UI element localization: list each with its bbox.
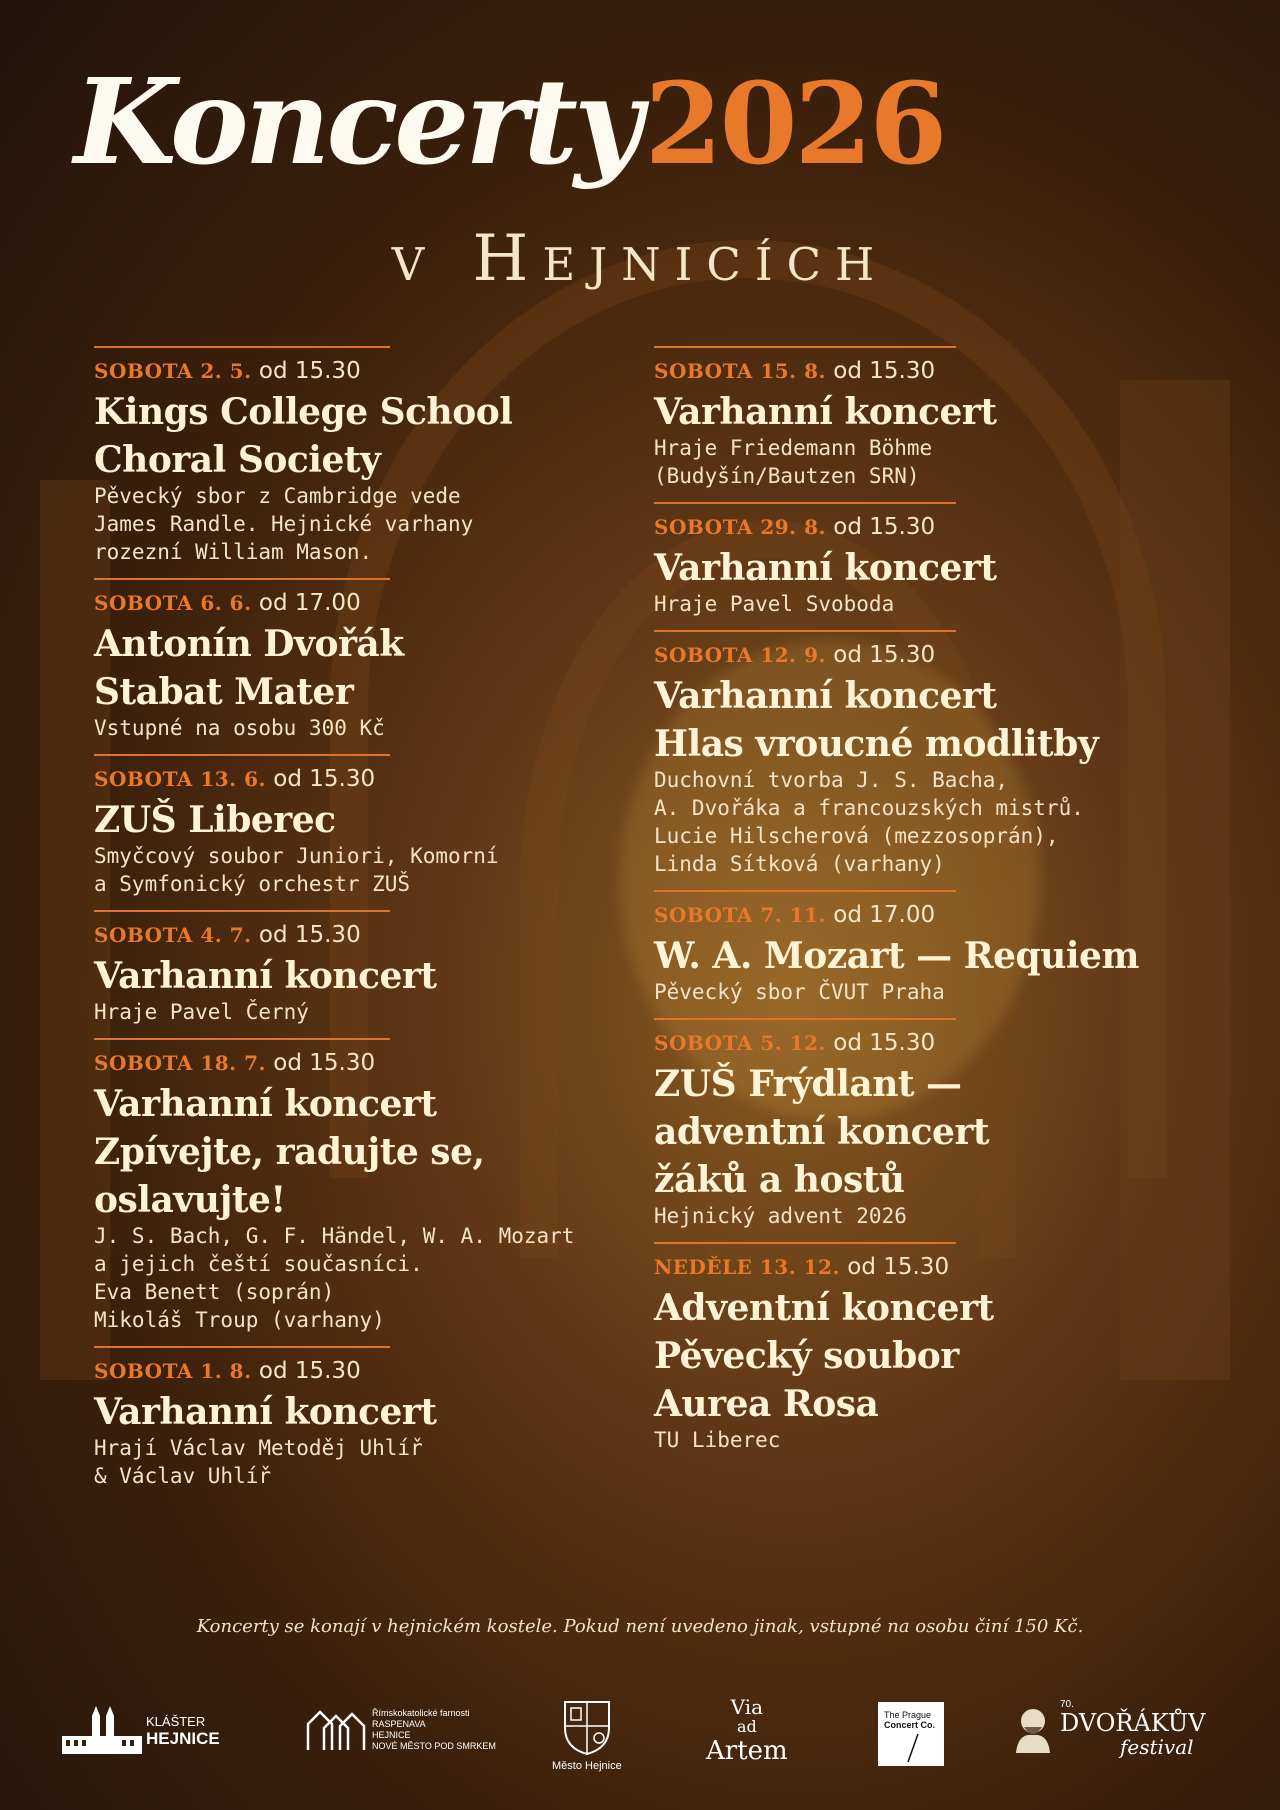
event-item [94,346,513,566]
logo-farnost-text-1: Římskokatolické farnosti [372,1708,470,1718]
event-day: SOBOTA 18. 7. [94,1051,266,1075]
event-description: Pěvecký sbor z Cambridge vede [94,484,461,508]
event-description: Duchovní tvorba J. S. Bacha, [654,768,1009,792]
logo-farnosti [306,1708,496,1752]
logo-dvorak-text-2: festival [1120,1735,1194,1759]
event-title: W. A. Mozart — Requiem [654,935,1140,977]
logo-dvorakuv-festival [1010,1700,1205,1758]
event-description: Hraje Pavel Černý [94,1000,309,1024]
logo-dvorak-number: 70. [1060,1699,1074,1710]
logo-mesto-text: Město Hejnice [552,1760,622,1772]
event-title: Antonín Dvořák [94,623,404,665]
event-date [654,1252,956,1282]
event-date [94,920,390,950]
logo-via-ad-artem [706,1696,788,1766]
event-description: a jejich čeští současníci. [94,1252,423,1276]
event-item [654,630,1099,878]
logo-prague-text-2: Concert Co. [884,1720,936,1730]
event-time: od 15.30 [847,1254,950,1280]
event-day: SOBOTA 7. 11. [654,903,826,927]
logo-via-text-2: ad [736,1717,757,1736]
footer-note: Koncerty se konají v hejnickém kostele. Pokud není uvedeno jinak, vstupné na osobu činí 150 Kč. [196,1616,1084,1637]
event-description: A. Dvořáka a francouzských mistrů. [654,796,1084,820]
partner-logos [0,1690,1280,1790]
event-time: od 15.30 [273,1050,376,1076]
event-title: žáků a hostů [654,1159,905,1201]
baton-icon [878,1702,944,1766]
event-day: SOBOTA 13. 6. [94,767,266,791]
events-column-right [654,346,1214,1466]
event-item [94,910,437,1026]
logo-farnost-text-4: NOVÉ MĚSTO POD SMRKEM [372,1741,496,1751]
event-title: Kings College School [94,391,513,433]
event-title: Varhanní koncert [94,1391,437,1433]
event-title: ZUŠ Liberec [94,799,336,841]
event-date [654,900,956,930]
event-time: od 15.30 [833,514,936,540]
event-item [94,1346,437,1490]
event-description: James Randle. Hejnické varhany [94,512,474,536]
event-title: oslavujte! [94,1179,286,1221]
event-date [94,588,390,618]
event-date [94,356,390,386]
event-day: SOBOTA 12. 9. [654,643,826,667]
logo-klaster-hejnice [62,1706,220,1756]
event-title: Choral Society [94,439,381,481]
event-item [94,1038,575,1334]
event-day: SOBOTA 6. 6. [94,591,252,615]
event-description: rozezní William Mason. [94,540,373,564]
event-day: SOBOTA 4. 7. [94,923,252,947]
event-description: & Václav Uhlíř [94,1464,272,1488]
event-time: od 15.30 [258,358,361,384]
event-title: Zpívejte, radujte se, [94,1131,485,1173]
event-date [654,1028,956,1058]
event-title: Adventní koncert [654,1287,994,1329]
church-houses-icon [306,1708,366,1752]
event-date [654,512,956,542]
logo-prague-text-1: The Prague [884,1710,932,1720]
event-item [654,1242,994,1454]
event-date [94,1048,390,1078]
event-title: Aurea Rosa [654,1383,879,1425]
event-title: Varhanní koncert [654,547,997,589]
event-item [654,502,997,618]
logo-dvorak-text-1: DVOŘÁKŮV [1060,1709,1206,1737]
event-title: Varhanní koncert [94,955,437,997]
event-title: Varhanní koncert [654,391,997,433]
event-description: Linda Sítková (varhany) [654,852,945,876]
event-description: Hraje Friedemann Böhme [654,436,933,460]
event-description: a Symfonický orchestr ZUŠ [94,872,411,896]
event-day: SOBOTA 2. 5. [94,359,252,383]
event-description: Smyčcový soubor Juniori, Komorní [94,844,499,868]
event-title: adventní koncert [654,1111,990,1153]
logo-klaster-text-2: HEJNICE [146,1729,220,1748]
event-title: Pěvecký soubor [654,1335,959,1377]
event-time: od 17.00 [258,590,361,616]
monastery-icon [62,1706,142,1756]
event-time: od 15.30 [833,642,936,668]
poster-subtitle: v Hejnicích [391,222,889,296]
poster-title [74,52,1234,202]
event-item [654,346,997,490]
event-date [94,764,390,794]
title-year: 2026 [644,59,945,190]
dvorak-portrait-icon [1010,1703,1056,1755]
logo-farnost-text-2: RASPENAVA [372,1719,426,1729]
event-item [654,1018,990,1230]
event-description: Hraje Pavel Svoboda [654,592,895,616]
event-description: Hrají Václav Metoděj Uhlíř [94,1436,423,1460]
event-description: TU Liberec [654,1428,781,1452]
event-day: NEDĚLE 13. 12. [654,1255,840,1279]
event-time: od 15.30 [833,1030,936,1056]
events-column-left [94,346,614,1502]
logo-farnost-text-3: HEJNICE [372,1730,411,1740]
event-description: Vstupné na osobu 300 Kč [94,716,385,740]
logo-mesto-hejnice [552,1698,622,1772]
logo-prague-concert [878,1702,944,1766]
event-day: SOBOTA 1. 8. [94,1359,252,1383]
event-description: Pěvecký sbor ČVUT Praha [654,980,945,1004]
event-day: SOBOTA 5. 12. [654,1031,826,1055]
event-time: od 15.30 [273,766,376,792]
event-title: Varhanní koncert [654,675,997,717]
logo-via-text-1: Via [730,1695,764,1719]
event-description: Eva Benett (soprán) [94,1280,335,1304]
event-title: Varhanní koncert [94,1083,437,1125]
event-time: od 17.00 [833,902,936,928]
event-day: SOBOTA 29. 8. [654,515,826,539]
coat-of-arms-icon [561,1698,613,1756]
event-day: SOBOTA 15. 8. [654,359,826,383]
event-description: (Budyšín/Bautzen SRN) [654,464,920,488]
title-main: Koncerty [74,52,639,191]
event-description: J. S. Bach, G. F. Händel, W. A. Mozart [94,1224,575,1248]
event-time: od 15.30 [258,1358,361,1384]
event-time: od 15.30 [833,358,936,384]
event-item [94,578,404,742]
logo-via-text-3: Artem [706,1736,788,1766]
event-title: Stabat Mater [94,671,354,713]
event-title: ZUŠ Frýdlant — [654,1063,962,1105]
event-date [654,640,956,670]
event-date [654,356,956,386]
event-description: Hejnický advent 2026 [654,1204,907,1228]
event-date [94,1356,390,1386]
event-description: Lucie Hilscherová (mezzosoprán), [654,824,1059,848]
event-description: Mikoláš Troup (varhany) [94,1308,385,1332]
logo-klaster-text-1: KLÁŠTER [146,1714,206,1729]
event-time: od 15.30 [258,922,361,948]
event-title: Hlas vroucné modlitby [654,723,1099,765]
event-item [94,754,499,898]
event-item [654,890,1140,1006]
